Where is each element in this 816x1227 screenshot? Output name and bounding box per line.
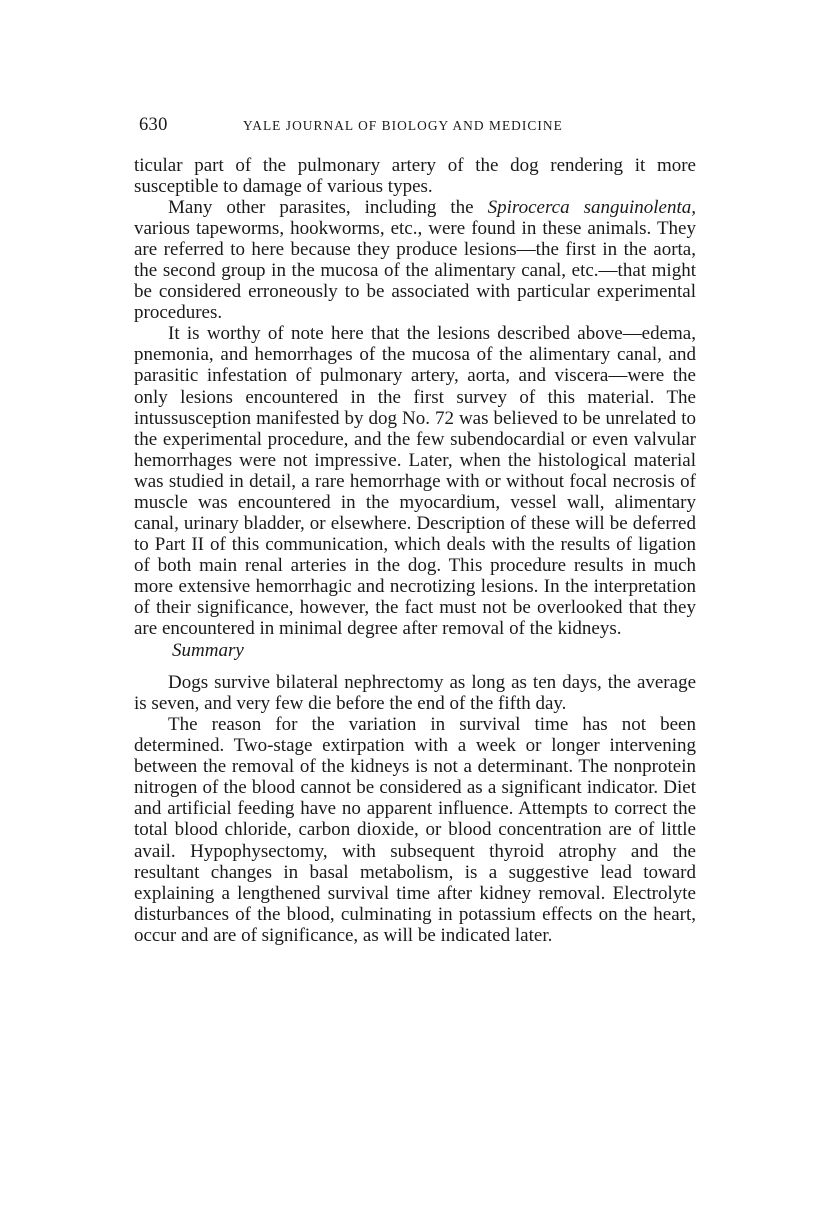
summary-paragraph-survival: Dogs survive bilateral nephrectomy as long as ten days, the average is seven, and very few die before the end of the fifth day. (134, 672, 696, 715)
summary-heading: Summary (172, 640, 244, 662)
species-name: Spirocerca sanguinolenta, (487, 197, 696, 219)
section-heading (134, 640, 696, 661)
paragraph-parasites-text-2: various tapeworms, hookworms, etc., were found in these animals. They are referred to here because they produce lesions—the first in the aorta, the second group in the mucosa of the alimentary canal, etc.—that might be considered erroneously to be associated with particular experimental procedures. (134, 218, 696, 324)
article-body (134, 155, 696, 946)
paragraph-parasites (134, 197, 696, 323)
summary-section (134, 672, 696, 946)
summary-paragraph-variation: The reason for the variation in survival time has not been determined. Two-stage extirpation with a week or longer intervening between the removal of the kidneys is not a determinant. The nonprotein nitrogen of the blood cannot be considered as a significant indicator. Diet and artificial feeding have no apparent influence. Attempts to correct the total blood chloride, carbon dioxide, or blood concentration are of little avail. Hypophysectomy, with subsequent thyroid atrophy and the resultant changes in basal metabolism, is a suggestive lead toward explaining a lengthened survival time after kidney removal. Electrolyte disturbances of the blood, culminating in potassium effects on the heart, occur and are of significance, as will be indicated later. (134, 714, 696, 946)
paragraph-parasites-text-1: Many other parasites, including the (168, 197, 488, 219)
paragraph-continued: ticular part of the pulmonary artery of the dog rendering it more susceptible to damage of various types. (134, 155, 696, 198)
running-header (139, 115, 699, 141)
journal-title: YALE JOURNAL OF BIOLOGY AND MEDICINE (243, 118, 563, 133)
page-number: 630 (139, 115, 168, 135)
paragraph-lesions: It is worthy of note here that the lesions described above—edema, pnemonia, and hemorrhages of the mucosa of the alimentary canal, and parasitic infestation of pulmonary artery, aorta, and viscera—were the only lesions encountered in the first survey of this material. The intussusception manifested by dog No. 72 was believed to be unrelated to the experimental procedure, and the few subendocardial or even valvular hemorrhages were not impressive. Later, when the histological material was studied in detail, a rare hemorrhage with or without focal necrosis of muscle was encountered in the myocardium, vessel wall, alimentary canal, urinary bladder, or elsewhere. Description of these will be deferred to Part II of this communication, which deals with the results of ligation of both main renal arteries in the dog. This procedure results in much more extensive hemorrhagic and necrotizing lesions. In the interpretation of their significance, however, the fact must not be overlooked that they are encountered in minimal degree after removal of the kidneys. (134, 323, 696, 640)
